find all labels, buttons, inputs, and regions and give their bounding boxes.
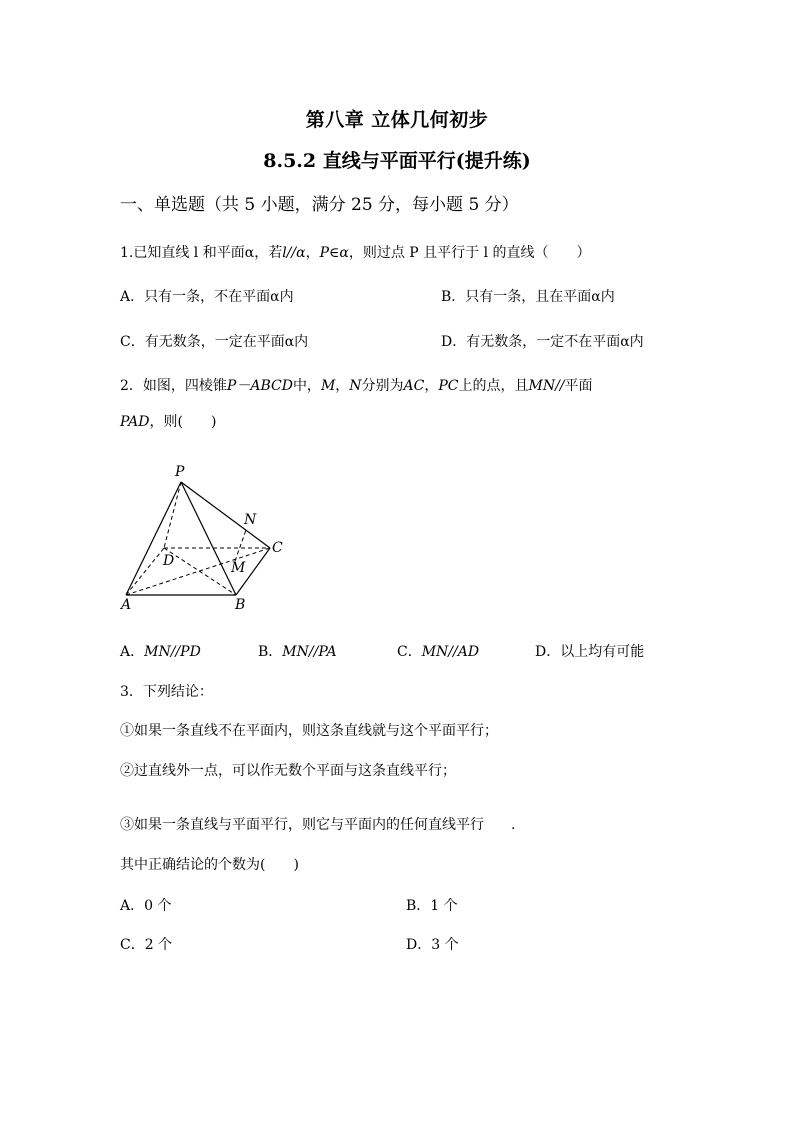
edge-pa <box>126 482 181 595</box>
label-d: D <box>163 553 175 569</box>
q2-stem-line2: PAD，则( ) <box>120 414 217 430</box>
pyramid-figure <box>118 460 298 615</box>
edge-pd <box>164 482 181 548</box>
q3-statement-3: ③如果一条直线与平面平行，则它与平面内的任何直线平行 . <box>120 817 516 833</box>
q3-option-c[interactable]: C．2 个 <box>120 937 173 953</box>
q2-option-a[interactable]: A．MN//PD <box>120 644 201 660</box>
chapter-title: 第八章 立体几何初步 <box>305 109 489 131</box>
q1-option-d[interactable]: D．有无数条，一定不在平面α内 <box>441 334 644 350</box>
q3-option-d[interactable]: D．3 个 <box>406 937 459 953</box>
label-c: C <box>272 540 283 556</box>
q3-option-b[interactable]: B．1 个 <box>406 898 458 914</box>
label-m: M <box>231 560 246 576</box>
q1-option-a[interactable]: A．只有一条，不在平面α内 <box>120 289 294 305</box>
q3-statement-1: ①如果一条直线不在平面内，则这条直线就与这个平面平行； <box>120 723 498 739</box>
q1-math-parallel: l//α <box>282 245 306 261</box>
label-n: N <box>244 512 257 528</box>
q1-stem: 1.已知直线 l 和平面α，若l//α，P∈α，则过点 P 且平行于 l 的直线（ ） <box>120 245 591 261</box>
q1-option-b[interactable]: B．只有一条，且在平面α内 <box>441 289 615 305</box>
q1-math-point-in-plane: P∈α <box>319 245 349 261</box>
q1-option-c[interactable]: C．有无数条，一定在平面α内 <box>120 334 309 350</box>
label-p: P <box>175 464 185 480</box>
section-heading: 一、单选题（共 5 小题，满分 25 分，每小题 5 分） <box>120 195 519 215</box>
q2-option-c[interactable]: C．MN//AD <box>397 644 480 660</box>
q3-statement-2: ②过直线外一点，可以作无数个平面与这条直线平行； <box>120 763 456 779</box>
edge-ac <box>126 548 270 595</box>
q3-option-a[interactable]: A．0 个 <box>120 898 172 914</box>
q2-option-d[interactable]: D．以上均有可能 <box>535 644 645 660</box>
q3-question: 其中正确结论的个数为( ) <box>120 857 299 873</box>
label-a: A <box>121 597 132 613</box>
q2-option-b[interactable]: B．MN//PA <box>258 644 337 660</box>
q2-stem-line1: 2．如图，四棱锥P－ABCD中，M，N分别为AC，PC上的点，且MN//平面 <box>120 378 593 394</box>
segment-mn <box>235 530 246 561</box>
lesson-title: 8.5.2 直线与平面平行(提升练) <box>263 150 531 172</box>
edge-pc <box>181 482 270 548</box>
q3-stem: 3．下列结论： <box>120 684 213 700</box>
label-b: B <box>235 597 246 613</box>
edge-pb <box>181 482 236 595</box>
